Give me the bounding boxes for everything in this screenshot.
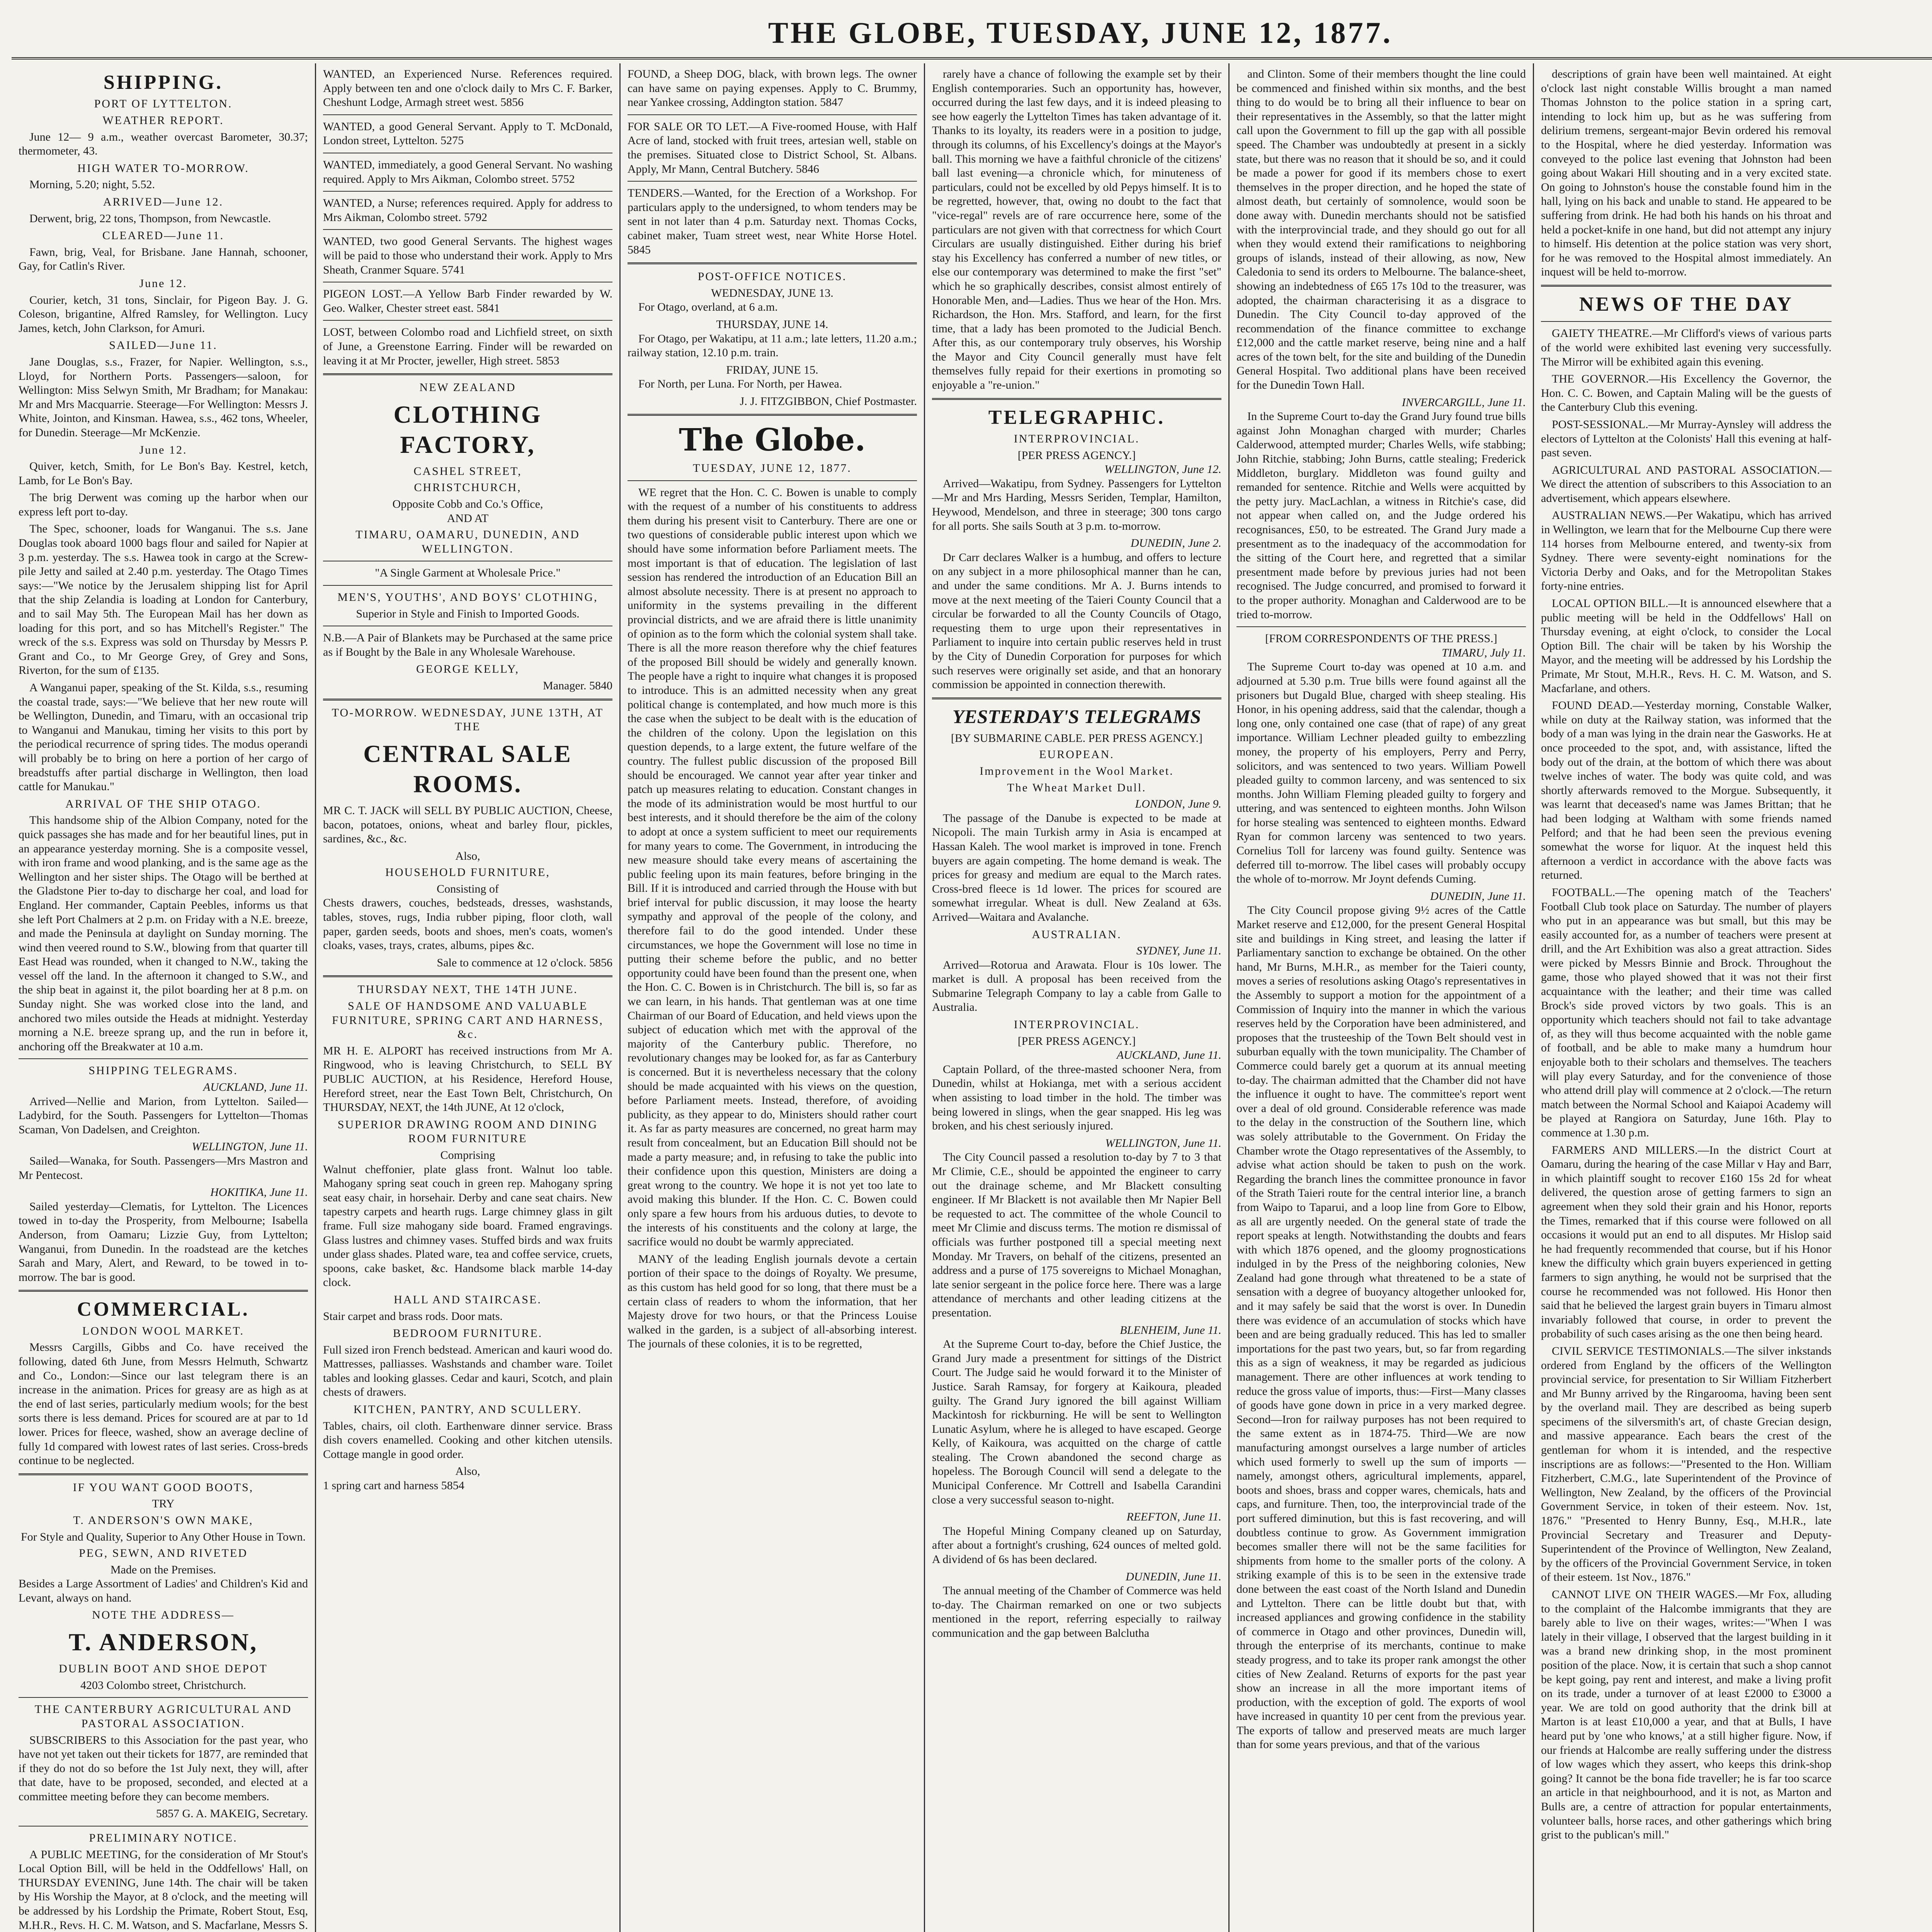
telegram-continued: descriptions of grain have been well maintained. At eight o'clock last night constable Willis brought a man named Thomas Johnston to the police station in a spring cart, intending to lock him up, but as he was suffering from delirium tremens, sergeant-major Bevin ordered his removal to the Hospital, where he died yesterday. Information was conveyed to the police last evening that Johnston had been going about Wakari Hill shouting and in a very excited state. On going to Johnston's house the constable found him in the hall, lying on his back and unable to stand. He appeared to be suffering from drink. He had both his hands on his throat and held a pocket-knife in one hand, but did not attempt any injury to himself. His detention at the police station was very short, for he was removed to the Hospital almost immediately. An inquest will be held to-morrow. [1541, 68, 1832, 279]
news-item: CIVIL SERVICE TESTIMONIALS.—The silver inkstands ordered from England by the officers of the Wellington provincial service, for presentation to Sir William Fitzherbert and Mr Bunny arrived by the Ringarooma, having been sent by the overland mail. They are described as being superb specimens of the silversmith's art, of chaste Grecian design, and massive appearance. Each bears the crest of the gentleman for whom it is intended, and the respective inscriptions are as follows:—"Presented to the Hon. William Fitzherbert, C.M.G., late Superintendent of the Province of Wellington, New Zealand, by the officers of the Provincial Government Service, in token of their esteem. Nov. 1st, 1876." "Presented to Henry Bunny, Esq., M.H.R., late Provincial Secretary and Treasurer and Deputy-Superintendent of the Province of Wellington, New Zealand, by the officers of the Provincial Government Service, in token of their esteem. 1st Nov., 1876." [1541, 1344, 1832, 1584]
ad-line: Stair carpet and brass rods. Door mats. [323, 1310, 503, 1323]
otago-paragraph: This handsome ship of the Albion Company, noted for the quick passages she has made and for her beautiful lines, put in an appearance yesterday morning. She is a composite vessel, with iron frame and wood planking, and is the same age as the Wellington and her sister ships. The Otago will be berthed at the Gladstone Pier to-day to discharge her coal, and load for England. Her commander, Captain Peebles, informs us that she left Port Chalmers at 2 p.m. on Friday with a N.E. breeze, and made the Peninsula at daylight on Sunday morning. The wind then veered round to S.W., blowing from that quarter till East Head was rounded, when it changed to N.W., taking the vessel off the land. In the afternoon it changed to S.W., and the ship beat in against it, the pilot boarding her at 8 p.m. on Sunday night. She was worked close into the land, and anchored two miles outside the Heads at midnight. Yesterday morning a N.E. breeze sprang up, and the run in before it, anchoring off the Breakwater at 10 a.m. [19, 814, 308, 1053]
classified-ad: LOST, between Colombo road and Lichfield street, on sixth of June, a Greenstone Earring. Finder will be rewarded on leaving it at Mr Procter, jeweller, High street. 5853 [323, 326, 612, 367]
divider [628, 114, 917, 115]
ad-line: TRY [152, 1497, 175, 1510]
dateline: DUNEDIN, June 11. [1430, 889, 1526, 903]
divider [628, 181, 917, 182]
column-2 [316, 63, 621, 1932]
ad-line: 1 spring cart and harness 5854 [323, 1479, 464, 1492]
dateline: SYDNEY, June 11. [1136, 944, 1221, 957]
australian-heading: AUSTRALIAN. [1032, 928, 1122, 941]
ad-line: HOUSEHOLD FURNITURE, [385, 866, 550, 879]
dateline: AUCKLAND, June 11. [203, 1081, 308, 1094]
ad-name: T. ANDERSON, [68, 1628, 258, 1656]
association-text: SUBSCRIBERS to this Association for the past year, who have not yet taken out their tickets for 1877, are reminded that if they do not do so before the 1st July next, they will, after that date, have to be proposed, seconded, and elected at a committee meeting before they can become members. [19, 1733, 308, 1803]
ad-line: PEG, SEWN, AND RIVETED [79, 1547, 248, 1560]
port-heading: PORT OF LYTTELTON. [94, 97, 233, 111]
postmaster-signature: J. J. FITZGIBBON, Chief Postmaster. [740, 395, 917, 408]
high-water-heading: HIGH WATER TO-MORROW. [77, 162, 249, 175]
classifieds [628, 67, 917, 257]
wool-improvement-heading: Improvement in the Wool Market. [980, 764, 1174, 777]
editorial-education: WE regret that the Hon. C. C. Bowen is unable to comply with the request of a number of his constituents to address them during his present visit to Canterbury. There are one or two questions of considerable public interest upon which we should have some information before Parliament meets. The most important is that of education. The legislation of last session has rendered the introduction of an Education Bill an almost absolute necessity. There is at present no approach to uniformity in the systems prevailing in the different provincial districts, and we are afraid there is little unanimity of opinion as to the form which the colonial system shall take. There is all the more reason therefore why the chief features of the proposed Bill should be widely and generally known. The people have a right to inquire what changes it is proposed to introduce. This is an admitted necessity when any great political change is contemplated, and how much more is this the case when the subject to be dealt with is the education of the children of the colony. Upon the legislation on this question depends, to a large extent, the future welfare of the country. The fullest public discussion of the proposed Bill should be encouraged. We cannot year after year tinker and patch up measures relating to education. Constant changes in the mode of its administration would be most hurtful to our best interests, and it should therefore be the aim of the colony to adopt at once a system sufficient to meet our requirements for many years to come. The Government, in introducing the new measure should take every means of ascertaining the public feeling upon its main features, before bringing in the Bill. If it is introduced and carried through the House with but brief interval for public discussion, it may loose the hearty sympathy and approval of the people of the colony, and therefore fail to do the good intended. Under these circumstances, we hope the Government will lose no time in putting their scheme before the public, and no better opportunity could have been found than the present one, when the Hon. C. C. Bowen is in Christchurch. The bill is, so far as we can learn, in his hands. That gentleman was at one time Chairman of our Board of Education, and held views upon the subject of education which met with the approval of the majority of the Canterbury public. Therefore, no revolutionary changes may be looked for, as far as Canterbury is concerned. But it is nevertheless necessary that the colony should be made acquainted with his views on the question, before Parliament meets. Instead, therefore, of avoiding publicity, as they appear to do, Ministers should rather court it. As far as party measures are concerned, no great harm may result from concealment, but an Education Bill should not be made a party measure; and, in refusing to take the public into their confidence upon this question, Ministers are doing a great wrong to the country. We hope it is not yet too late to avoid making this blunder. If the Hon. C. C. Bowen could only spare a few hours from his arduous duties, to devote to the interests of his constituents and the colony at large, the sacrifice would no doubt be warmly appreciated. [628, 486, 917, 1248]
ad-line: NOTE THE ADDRESS— [92, 1609, 235, 1622]
telegraphic-heading: TELEGRAPHIC. [988, 406, 1165, 429]
dateline: TIMARU, July 11. [1442, 646, 1526, 659]
ad-line: N.B.—A Pair of Blankets may be Purchased at the same price as if Bought by the Bale in any Wholesale Warehouse. [323, 631, 612, 658]
telegram-text: The Supreme Court to-day was opened at 10 a.m. and adjourned at 5.30 p.m. True bills were found against all the prisoners but Dugald Blue, charged with sheep stealing. His Honor, in his opening address, said that the calendar, though a long one, only contained one case (that of rape) of any great importance. William Lechner pleaded guilty to embezzling money, the property of his employers, Perry and Perry, solicitors, and was sentenced to two years. William Powell pleaded guilty to common larceny, and was sentenced to six months. John William Fleming pleaded guilty to forgery and uttering, and was sentenced to eighteen months. John Wilson for horse stealing was sentenced to eighteen months. Edward Ryan for common larceny was sentenced to two years. Cornelius Toll for larceny was found guilty. Sentence was deferred till to-morrow. The libel cases will probably occupy the whole of to-morrow. Mr Joynt defends Cuming. [1236, 660, 1526, 886]
telegram-text: Arrived—Wakatipu, from Sydney. Passengers for Lyttelton—Mr and Mrs Harding, Messrs Seriden, Templar, Hamilton, Heywood, Mendelson, and three in steerage; 300 tons cargo for all ports. She sails South at 3 p.m. to-morrow. [932, 477, 1221, 532]
post-date: THURSDAY, JUNE 14. [716, 318, 828, 331]
divider [932, 697, 1221, 699]
classified-ad: WANTED, two good General Servants. The highest wages will be paid to those who understand their work. Apply to Mrs Sheath, Cranmer Square. 5741 [323, 235, 612, 276]
masthead: THE GLOBE, TUESDAY, JUNE 12, 1877. [12, 15, 1932, 60]
dateline: WELLINGTON, June 11. [192, 1140, 308, 1153]
divider [323, 114, 612, 115]
wool-market-text: Messrs Cargills, Gibbs and Co. have received the following, dated 6th June, from Messrs Helmuth, Schwartz and Co., London:—Since our last telegram there is an increase in the animation. Prices for greasy are as high as at the end of last series, particularly medium wools; for the best sorts there is less demand. Prices for scoured are at par to 1d lower. Prices for fleece, washed, show an average decline of fully 1d compared with lowest rates of last series. Cross-breds continue to be neglected. [19, 1341, 308, 1467]
divider [323, 373, 612, 375]
ad-line: Manager. 5840 [543, 679, 612, 692]
ad-line: CHRISTCHURCH, [414, 481, 522, 494]
date-june-12: June 12. [139, 277, 187, 290]
telegram-text: The Hopeful Mining Company cleaned up on Saturday, after about a fortnight's crushing, 624 ounces of melted gold. A dividend of 6s has been declared. [932, 1524, 1221, 1566]
post-text: For Otago, overland, at 6 a.m. [638, 301, 778, 314]
weather-heading: WEATHER REPORT. [102, 114, 224, 127]
boots-advertisement [19, 1481, 308, 1693]
dateline: WELLINGTON, June 12. [1104, 463, 1221, 476]
ad-line: Chests drawers, couches, bedsteads, dresses, washstands, tables, stoves, rugs, India rubber piping, floor cloth, wall paper, garden seeds, boots and shoes, men's coats, women's cloaks, vases, trays, crates, albums, pipes &c. [323, 896, 612, 952]
ad-line: GEORGE KELLY, [416, 663, 520, 676]
ad-line: CASHEL STREET, [413, 464, 522, 478]
divider [628, 414, 917, 416]
correspondents-note: [FROM CORRESPONDENTS OF THE PRESS.] [1265, 632, 1497, 645]
dateline: INVERCARGILL, June 11. [1401, 396, 1526, 409]
ad-line: Walnut cheffonier, plate glass front. Walnut loo table. Mahogany spring seat couch in green rep. Mahogany spring seat easy chair, in horsehair. Derby and cane seat chairs. New tapestry carpets and hearth rugs. Large chimney glass in gilt frame. Full size mahogany side board. Framed engravings. Glass lustres and chimney vases. Stuffed birds and wax fruits under glass shades. Plated ware, tea and coffee service, cruets, spoons, cake basket, &c. Handsome black marble 14-day clock. [323, 1163, 612, 1289]
ad-line: SUPERIOR DRAWING ROOM AND DINING ROOM FURNITURE [337, 1118, 598, 1145]
ad-line: Also, [455, 849, 480, 862]
classified-ad: FOR SALE OR TO LET.—A Five-roomed House, with Half Acre of land, stocked with fruit trees, artesian well, stable on the premises. Situated close to District School, St. Albans. Apply, Mr Mann, Central Butchery. 5846 [628, 120, 917, 175]
column-5 [1230, 63, 1534, 1932]
column-1 [12, 63, 316, 1932]
news-item: LOCAL OPTION BILL.—It is announced elsewhere that a public meeting will be held in the Oddfellows' Hall on Thursday evening, at eight o'clock, to consider the Local Option Bill. The chair will be taken by his Worship the Mayor, and the meeting will be addressed by his Lordship the Primate, Mr Stout, M.H.R., Revs. H. C. M. Watson, and S. Macfarlane, and others. [1541, 597, 1832, 695]
globe-nameplate: The Globe. [679, 422, 866, 458]
shipping-heading: SHIPPING. [103, 71, 223, 94]
ad-line: MR H. E. ALPORT has received instructions from Mr A. Ringwood, who is leaving Christchurch, to SELL BY PUBLIC AUCTION, at his Residence, Hereford House, Hereford street, near the East Town Belt, Christchurch, On THURSDAY, NEXT, the 14th JUNE, At 12 o'clock, [323, 1044, 612, 1114]
ad-line: THURSDAY NEXT, THE 14TH JUNE. [357, 983, 578, 996]
high-water-text: Morning, 5.20; night, 5.52. [29, 178, 155, 191]
weather-text: June 12— 9 a.m., weather overcast Barometer, 30.37; thermometer, 43. [19, 130, 308, 158]
news-item: FOOTBALL.—The opening match of the Teachers' Football Club took place on Saturday. The number of players who put in an appearance was but small, but this may be easily accounted for, as a number of teachers were present at drill, and the Art Exhibition was also a great attraction. Sides were picked by Messrs Binnie and Brock. Throughout the game, those who played showed that it was not their first acquaintance with the leather; and their time was called Brock's side proved victors by two goals. This is an opportunity which teachers should not fail to take advantage of, as they will thus become acquainted with the noble game of football, and be able to make many a humdrum hour enjoyable both to their scholars and themselves. The teachers will play every Saturday, and for the convenience of those who attend drill play will commence at 2 o'clock.—The return match between the Normal School and Kaiapoi Academy will be played at Rangiora on Saturday, June 16th. Play to commence at 1.30 p.m. [1541, 886, 1832, 1139]
sailed-text-2: Quiver, ketch, Smith, for Le Bon's Bay. Kestrel, ketch, Lamb, for Le Bon's Bay. [19, 460, 308, 487]
classified-ad: TENDERS.—Wanted, for the Erection of a Workshop. For particulars apply to the undersigned, to whom tenders may be sent in not later than 4 p.m. Saturday next. Thomas Cocks, cabinet maker, Tuam street west, near White Horse Hotel. 5845 [628, 187, 917, 256]
press-agency-note: [PER PRESS AGENCY.] [1017, 449, 1136, 462]
news-of-the-day-heading: NEWS OF THE DAY [1579, 293, 1794, 315]
divider [323, 229, 612, 230]
arrived-heading: ARRIVED—June 12. [103, 196, 224, 208]
divider [1541, 321, 1832, 322]
divider [628, 480, 917, 481]
ad-line: Superior in Style and Finish to Imported Goods. [356, 607, 580, 620]
date-june-12-b: June 12. [139, 443, 187, 456]
telegram-text: The City Council propose giving 9½ acres of the Cattle Market reserve and £12,000, for the present General Hospital site and buildings in King street, and leasing the latter if Parliamentary sanction to exchange be obtained. On the other hand, Mr Burns, M.H.R., as member for the Taieri county, moves a series of resolutions asking Otago's representatives in the Assembly to support a motion for the appointment of a Commission of Inquiry into the manner in which the various reserves held by the Corporation have been administered, and proposes that the trusteeship of the Town Belt should vest in suburban equally with the town municipality. The Chamber of Commerce could barely get a quorum at its annual meeting to-day. The chairman admitted that the Chamber did not have the influence it ought to have. The committee's report went over a deal of old ground. Considerable reference was made to the delay in the construction of the Southern line, which was solely attributable to the Government. On Friday the Chamber wrote the Otago representatives of the Assembly, to advise what action should be taken to push on the work. Regarding the branch lines the committee pronounce in favor of the Strath Taieri route for the central interior line, a branch from Waipo to Taparui, and a loop line from Gore to Elbow, as all are urgently needed. On the general state of trade the report speaks at length. Notwithstanding the doubts and fears with which 1876 opened, and the gloomy prognostications indulged in by the Press of the neighboring colonies, New Zealand had gone through what threatened to be a state of sensation with a degree of buoyancy altogether unlooked for, and it may safely be said that the worst is over. In Dunedin there was evidence of an accumulation of stocks which have been and are being gradually reduced. This has led to smaller importations for the past two years, but, so far from regarding this as a sign of weakness, it may be regarded as judicious management. There are other influences at work tending to reduce the gross value of imports, thus:—First—Many classes of goods have gone down in price in a very marked degree. Second—Iron for railway purposes has not been required to the same extent as in 1874-75. Third—We are now manufacturing amongst ourselves a large number of articles which used formerly to swell up the sum of imports —namely, amongst others, agricultural implements, apparel, boots and shoes, brass and copper wares, chemicals, hats and caps, and furniture. Then, too, the interprovincial trade of the port suffered diminution, but this is fast recovering, and will doubtless continue to grow. As Government immigration becomes smaller there will not be the same facilities for shipments from home to the smaller ports of the colony. A striking example of this is to be seen in the extensive trade done between the east coast of the North Island and Dunedin and Lyttelton. There can be little doubt but that, with increased appliances and growing confidence in the stability of commerce in Otago and other provinces, Dunedin will, through the enterprise of its merchants, continue to make steady progress, and to take its proper rank amongst the other cities of New Zealand. Returns of exports for the past year show an increase in all the more important items of production, with the exception of gold. The exports of wool have increased in quantity 10 per cent from the previous year. The exports of tallow and preserved meats are much larger than for some years previous, and that of the various [1236, 904, 1526, 1751]
shipping-telegrams-heading: SHIPPING TELEGRAMS. [88, 1064, 238, 1077]
divider [323, 320, 612, 321]
divider [19, 1290, 308, 1292]
brig-paragraph: The brig Derwent was coming up the harbor when our express left port to-day. [19, 491, 308, 518]
ad-line: IF YOU WANT GOOD BOOTS, [73, 1481, 254, 1494]
association-heading: THE CANTERBURY AGRICULTURAL AND PASTORAL ASSOCIATION. [34, 1703, 292, 1730]
otago-heading: ARRIVAL OF THE SHIP OTAGO. [65, 797, 261, 810]
classified-ad: PIGEON LOST.—A Yellow Barb Finder rewarded by W. Geo. Walker, Chester street east. 5841 [323, 287, 612, 315]
editorial-continued: rarely have a chance of following the example set by their English contemporaries. Such an opportunity has, however, occurred during the last few days, and it is indeed pleasing to see how eagerly the Lyttelton Times has taken advantage of it. Thanks to its loyalty, its readers were in a position to judge, through its columns, of his Excellency's doings at the Mayor's ball. This morning we have a faithful chronicle of the citizens' ball last evening—a chronicle which, for minuteness of particulars, could not be excelled by old Pepys himself. It is to be regretted, however, that, owing no doubt to the fact that "vice-regal" revels are of rare occurrence here, some of the particulars are not given with that correctness for which Court Circulars are usually distinguished. Either during his brief stay his Excellency has conferred a number of new titles, or else our contemporary was determined to make the first "set" which he so graphically describes, consist almost entirely of Honorable Men, and—Ladies. Thus we hear of the Hon. Mrs. Richardson, the Hon. Mrs. Stafford, and learn, for the first time, that a lady has been promoted to the Judicial Bench. After this, as our contemporary truly observes, his Worship the Mayor and City Council generally must have felt themselves fully repaid for their exertions in promoting so enjoyable a "re-union." [932, 68, 1222, 392]
news-item: THE GOVERNOR.—His Excellency the Governor, the Hon. C. C. Bowen, and Captain Maling will be the guests of the Canterbury Club this evening. [1541, 372, 1832, 414]
ad-line: Full sized iron French bedstead. American and kauri wood do. Mattresses, palliasses. Washstands and chamber ware. Toilet tables and looking glasses. Cedar and kauri, Scotch, and plain chests of drawers. [323, 1343, 612, 1399]
interprovincial-heading: INTERPROVINCIAL. [1014, 432, 1140, 446]
post-text: For North, per Luna. For North, per Hawea. [638, 378, 842, 391]
arrived-text: Derwent, brig, 22 tons, Thompson, from Newcastle. [29, 212, 271, 225]
telegram-text: Dr Carr declares Walker is a humbug, and offers to lecture on any subject in a more philosophical manner than he can, and under the same conditions. Mr A. J. Burns intends to move at the next meeting of the Taieri County Council that a circular be forwarded to all the County Councils of Otago, requesting them to urge upon their representatives in Parliament to inquire into certain public reserves held in trust by the City of Dunedin Corporation for purposes for which such reserves were originally set aside, and that an honorary commission be appointed in connection therewith. [932, 551, 1221, 691]
ad-line: BEDROOM FURNITURE. [393, 1327, 543, 1340]
interprovincial-heading-2: INTERPROVINCIAL. [1014, 1018, 1140, 1031]
ad-line: Comprising [440, 1148, 495, 1162]
divider [323, 585, 612, 586]
european-heading: EUROPEAN. [1039, 748, 1114, 761]
divider [932, 398, 1221, 400]
ad-line: Consisting of [437, 882, 499, 895]
divider [19, 1697, 308, 1698]
sailed-text: Jane Douglas, s.s., Frazer, for Napier. Wellington, s.s., Lloyd, for Northern Ports. Passengers—saloon, for Wellington: Miss Selwyn Smith, Mr Bradham; for Manakau: Mr and Mrs Macquarrie. Steerage—For Wellington: Messrs J. White, Jointon, and Kinsman. Hawea, s.s., 462 tons, Wheeler, for Dunedin. Steerage—Mr McKenzie. [19, 355, 308, 439]
wheat-dull-heading: The Wheat Market Dull. [1007, 781, 1146, 794]
dateline: WELLINGTON, June 11. [1105, 1136, 1221, 1150]
column-4 [925, 63, 1230, 1932]
classified-ad: WANTED, immediately, a good General Servant. No washing required. Apply to Mrs Aikman, Colombo street. 5752 [323, 158, 612, 185]
dateline: HOKITIKA, June 11. [210, 1186, 308, 1199]
preliminary-notice-text: A PUBLIC MEETING, for the consideration of Mr Stout's Local Option Bill, will be held in the Oddfellows' Hall, on THURSDAY EVENING, June 14th. The chair will be taken by His Worship the Mayor, at 8 o'clock, and the meeting will be addressed by his Lordship the Primate, Robert Stout, Esq, M.H.R., Revs. H. C. M. Watson, and S. Macfarlane, Messrs S. [19, 1848, 308, 1932]
ad-line: Sale to commence at 12 o'clock. 5856 [437, 956, 612, 969]
news-item: FOUND DEAD.—Yesterday morning, Constable Walker, while on duty at the Railway station, was informed that the body of a man was lying in the drain near the Gasworks. He at once proceeded to the spot, and, with assistance, lifted the body out of the drain, at the bottom of which there was about twelve inches of water. The body was quite cold, and was shortly afterwards removed to the Morgue. Subsequently, it was learnt that deceased's name was James Brittan; that he had been lodging at Waltham with some friends named Pelford; and that he had been seen the previous evening somewhat the worse for liquor. At the inquest held this afternoon a verdict in accordance with the above facts was returned. [1541, 699, 1832, 882]
classified-ad: WANTED, a Nurse; references required. Apply for address to Mrs Aikman, Colombo street. 5792 [323, 197, 612, 224]
ad-line: Made on the Premises. [110, 1563, 216, 1576]
divider [19, 1058, 308, 1059]
classified-ad: WANTED, a good General Servant. Apply to T. McDonald, London street, Lyttelton. 5275 [323, 120, 612, 147]
association-signature: 5857 G. A. MAKEIG, Secretary. [156, 1807, 308, 1820]
telegram-text: The passage of the Danube is expected to be made at Nicopoli. The main Turkish army in Asia is encamped at Hassan Kaleh. The wool market is improved in tone. French buyers are again competing. The home demand is weak. The prices for greasy and medium are equal to the March rates. Cross-bred fleece is 1d lower. The prices for scoured are somewhat irregular. Wheat is dull. New Zealand at 63s. Arrived—Waitara and Avalanche. [932, 811, 1221, 923]
divider [323, 975, 612, 977]
dateline: REEFTON, June 11. [1126, 1510, 1221, 1524]
divider [323, 191, 612, 192]
ad-line: MR C. T. JACK will SELL BY PUBLIC AUCTION, Cheese, bacon, potatoes, onions, wheat and barley flour, pickles, sardines, &c., &c. [323, 804, 612, 845]
ad-line: KITCHEN, PANTRY, AND SCULLERY. [353, 1403, 582, 1416]
ad-line: HALL AND STAIRCASE. [394, 1293, 542, 1306]
telegram-text: Captain Pollard, of the three-masted schooner Nera, from Dunedin, whilst at Hokianga, met with a serious accident when assisting to load timber in the hold. The timber was being lowered in slings, when the gear snapped. His leg was broken, and his chest seriously injured. [932, 1063, 1221, 1133]
divider [628, 262, 917, 264]
editorial-royalty: MANY of the leading English journals devote a certain portion of their space to the doings of Royalty. We presume, as this custom has held good for so long, that there must be a certain class of readers to whom the information, that her Majesty drove for two hours, or that the Princess Louise walked in the garden, is a subject of all-absorbing interest. The journals of these colonies, it is to be regretted, [628, 1252, 917, 1350]
ad-line: "A Single Garment at Wholesale Price." [375, 566, 561, 580]
yesterdays-telegrams-heading: YESTERDAY'S TELEGRAMS [952, 705, 1201, 727]
dateline: LONDON, June 9. [1135, 798, 1221, 811]
post-date: FRIDAY, JUNE 15. [726, 363, 818, 376]
cleared-text: Fawn, brig, Veal, for Brisbane. Jane Hannah, schooner, Gay, for Catlin's River. [19, 245, 308, 273]
telegram-text: The City Council passed a resolution to-day by 7 to 3 that Mr Climie, C.E., should be appointed the engineer to carry out the drainage scheme, and Mr Blackett consulting engineer. If Mr Blackett is not available then Mr Napier Bell be requested to act. The committee of the whole Council to meet Mr Climie and discuss terms. The motion re dismissal of officials was further postponed till a special meeting next Monday. Mr Travers, on behalf of the citizens, presented an address and a purse of 175 sovereigns to Michael Monaghan, late senior sergeant in the police force here. There was a large attendance of merchants and other leading citizens at the presentation. [932, 1151, 1221, 1319]
news-item: POST-SESSIONAL.—Mr Murray-Aynsley will address the electors of Lyttelton at the Colonists' Hall this evening at half-past seven. [1541, 418, 1832, 459]
divider [19, 1473, 308, 1475]
cleared-heading: CLEARED—June 11. [102, 229, 224, 242]
classified-ad: FOUND, a Sheep DOG, black, with brown legs. The owner can have same on paying expenses. Apply to C. Brummy, near Yankee crossing, Addington station. 5847 [628, 68, 917, 109]
wanganui-paragraph: A Wanganui paper, speaking of the St. Kilda, s.s., resuming the coastal trade, says:—"We believe that her new route will be Wellington, Dunedin, and Timaru, with an occasional trip to Wanganui and Manukau, timing her visits to this port by the periodical recurrence of spring tides. The modus operandi will probably be to bring on here a portion of her cargo of breadstuffs after partial discharge in Wellington, then load cattle for Manukau." [19, 681, 308, 793]
divider [19, 1826, 308, 1827]
ad-line: MEN'S, YOUTHS', AND BOYS' CLOTHING, [337, 591, 598, 604]
ad-line: Opposite Cobb and Co.'s Office, [392, 498, 543, 511]
news-item: GAIETY THEATRE.—Mr Clifford's views of various parts of the world were exhibited last evening very successfully. The Mirror will be exhibited again this evening. [1541, 327, 1832, 368]
ad-line: 4203 Colombo street, Christchurch. [80, 1679, 247, 1692]
news-item: AGRICULTURAL AND PASTORAL ASSOCIATION.—We direct the attention of subscribers to this Association to an advertisement, which appears elsewhere. [1541, 463, 1832, 505]
telegram-text: Sailed yesterday—Clematis, for Lyttelton. The Licences towed in to-day the Prosperity, from Melbourne; Isabella Anderson, from Oamaru; Lizzie Guy, from Lyttelton; Wanganui, from Dunedin. In the roadstead are the ketches Sarah and Mary, Alert, and Reward, to be towed in to-morrow. The bar is good. [19, 1200, 308, 1284]
telegram-text: Arrived—Nellie and Marion, from Lyttelton. Sailed—Ladybird, for the South. Passengers for Lyttelton—Thomas Scaman, Von Dadelsen, and Creighton. [19, 1095, 308, 1136]
news-item: AUSTRALIAN NEWS.—Per Wakatipu, which has arrived in Wellington, we learn that for the Melbourne Cup there were 114 horses from Melbourne entered, and twenty-six from Sydney. There were seventy-eight nominations for the Victoria Derby and Oaks, and for the Metropolitan Stakes forty-nine entries. [1541, 509, 1832, 593]
divider [1236, 626, 1526, 627]
ad-line: TIMARU, OAMARU, DUNEDIN, AND WELLINGTON. [355, 528, 580, 555]
post-office-heading: POST-OFFICE NOTICES. [697, 270, 847, 283]
telegram-text: Sailed—Wanaka, for South. Passengers—Mrs Mastron and Mr Pentecost. [19, 1155, 308, 1182]
press-agency-note: [PER PRESS AGENCY.] [1017, 1034, 1136, 1048]
telegram-text: Arrived—Rotorua and Arawata. Flour is 10s lower. The market is dull. A proposal has been received from the Submarine Telegraph Company to lay a cable from Galle to Australia. [932, 958, 1221, 1014]
ad-line: Also, [455, 1465, 480, 1478]
dateline: DUNEDIN, June 11. [1126, 1570, 1221, 1583]
telegram-continued: and Clinton. Some of their members thought the line could be commenced and finished within six months, and the best thing to do would be to bring all their influence to bear on their representatives in the Assembly, so that the latter might call upon the Government to fill up the gap with all possible speed. The Chamber was undoubtedly at present in a sickly state, but there was no reason that it should be so, and it could be made a power for good if its members chose to exert themselves in the proper direction, and he hoped the state of almost death, but certainly of somnolence, would soon be done away with. Dunedin merchants should not be satisfied with the interprovincial trade, and they should go out for all when they would extend their ramifications to neighboring groups of islands, instead of their allowing, as now, New Caledonia to send its orders to Melbourne. The balance-sheet, showing an indebtedness of £65 17s 10d to the treasurer, was adopted, the chairman characterising it as a disgrace to Dunedin. The City Council to-day approved of the recommendation of the finance committee to exchange £12,000 and the cattle market reserve, being nine and a half acres of the town belt, for the site and building of the Dunedin General Hospital. Two additional plans have been received for the Dunedin Town Hall. [1236, 68, 1526, 392]
shipping-news-paragraph: The Spec, schooner, loads for Wanganui. The s.s. Jane Douglas took aboard 1000 bags flour and sailed for Napier at 3 p.m. yesterday. The s.s. Hawea took in cargo at the Screw-pile Jetty and sailed at 2.40 p.m. yesterday. The Otago Times says:—"We notice by the Jerusalem shipping list for April that the ship Zelandia is loading at London for Canterbury, and to sail May 5th. The European Mail has her down as loading for this port, and so has Mitchell's Register." The wreck of the s.s. Express was sold on Thursday by Messrs P. Grant and Co., to Mr George Grey, of Grey and Sons, Riverton, for the sum of £135. [19, 522, 308, 677]
ad-line: AND AT [447, 512, 489, 525]
telegram-text: In the Supreme Court to-day the Grand Jury found true bills against John Monaghan charged with murder; Charles Calderwood, attempted murder; Charles Wells, wife stabbing; John Ritchie, stabbing; John Burns, cattle stealing; Frederick Middleton, burglary. Middleton was found guilty and remanded for sentence. Ritchie and Wells were acquitted by the petty jury. MacLachlan, a witness in Ritchie's case, did not appear when called on, and the Judge ordered his recognisances, £50, to be estreated. The Grand Jury made a presentment as to the inadequacy of the accommodation for the sitting of the Court here, and regretted that a similar presentment made before by previous juries had not been recognised. The Judge concurred, and promised to forward it to the proper authority. Monaghan and Calderwood are to be tried to-morrow. [1236, 410, 1526, 621]
news-item: FARMERS AND MILLERS.—In the district Court at Oamaru, during the hearing of the case Millar v Hay and Barr, in which plaintiff sought to recover £160 15s 2d for wheat delivered, the question arose of getting farmers to sign an agreement when they sold their grain and his Honor, reports the Times, remarked that if this course were followed on all occasions it would put an end to all disputes. Mr Hislop said he had frequently recommended that course, but if his Honor knew the difficulty which grain buyers experienced in getting farmers to sign anything, he would not be surprised that the course he recommended was not followed. His Honor then said that he believed the largest grain buyers in Timaru almost invariably followed that course, in order to prevent the probability of such cases arising as the one then being heard. [1541, 1143, 1832, 1340]
divider [323, 699, 612, 701]
ad-name: CLOTHING FACTORY, [393, 400, 542, 458]
dateline: DUNEDIN, June 2. [1131, 537, 1221, 550]
post-text: For Otago, per Wakatipu, at 11 a.m.; late letters, 11.20 a.m.; railway station, 12.10 p.m. train. [628, 332, 917, 359]
submarine-cable-note: [BY SUBMARINE CABLE. PER PRESS AGENCY.] [951, 731, 1202, 745]
telegram-text: At the Supreme Court to-day, before the Chief Justice, the Grand Jury made a presentment for sittings of the District Court. The Judge said he would forward it to the Minister of Justice. Sarah Ramsay, for forgery at Kaikoura, pleaded guilty. The Grand Jury ignored the bill against William Mackintosh for rickburning. He will be sent to Wellington Lunatic Asylum, where he is alleged to have escaped. George Kelly, of Kaikoura, was acquitted on the charge of cattle stealing. The Crown abandoned the second charge as hopeless. The Borough Council will send a delegate to the Municipal Conference. Mr Cottrell and Isabella Carandini close a very successful season to-night. [932, 1338, 1221, 1506]
ad-name: CENTRAL SALE ROOMS. [363, 740, 572, 798]
column-6 [1534, 63, 1838, 1932]
post-date: WEDNESDAY, JUNE 13. [711, 286, 833, 299]
classified-ad: WANTED, an Experienced Nurse. References required. Apply between ten and one o'clock daily to Mrs C. F. Barker, Cheshunt Lodge, Armagh street west. 5856 [323, 68, 612, 109]
ad-line: For Style and Quality, Superior to Any Other House in Town. [20, 1530, 306, 1543]
ad-line: Tables, chairs, oil cloth. Earthenware dinner service. Brass dish covers enamelled. Cooking and other kitchen utensils. Cottage mangle in good order. [323, 1419, 612, 1461]
sailed-heading: SAILED—June 11. [109, 339, 218, 352]
dateline: BLENHEIM, June 11. [1120, 1323, 1221, 1337]
ad-line: NEW ZEALAND [419, 381, 516, 394]
divider [1541, 285, 1832, 287]
columns [12, 63, 1932, 1932]
column-3 [621, 63, 925, 1932]
news-item: CANNOT LIVE ON THEIR WAGES.—Mr Fox, alluding to the complaint of the Halcombe immigrants that they are barely able to live on their wages, writes:—"When I was lately in their village, I observed that the largest building in it was a brand new drinking shop, in the most prominent position of the place. Now, it is certain that such a shop cannot be kept going, pay rent and interest, and make a living profit on its trade, under a turnover of at least £2000 to £3000 a year. We are told on good authority that the drink bill at Marton is at least £10,000 a year, and that at Bulls, I have heard put by 'one who knows,' at a still higher figure. Now, if our friends at Halcombe are really suffering under the distress of low wages which they assert, who keeps this drink-shop going? It cannot be the bona fide traveller; he is far too scarce an article in that neighbourhood, and it is not, as Marton and Bulls are, a centre of attraction for popular entertainments, volunteer balls, horse races, and other gatherings which bring grist to the publican's mill." [1541, 1588, 1832, 1842]
telegram-text: The annual meeting of the Chamber of Commerce was held to-day. The Chairman remarked on one or two subjects mentioned in the report, referring especially to railway communication and the gap between Balclutha [932, 1584, 1221, 1639]
commercial-heading: COMMERCIAL. [77, 1298, 250, 1321]
ad-line: T. ANDERSON'S OWN MAKE, [73, 1514, 253, 1527]
cleared-text-2: Courier, ketch, 31 tons, Sinclair, for Pigeon Bay. J. G. Coleson, brigantine, Alfred Ramsley, for Wellington. Lucy James, ketch, John Clarkson, for Amuri. [19, 293, 308, 335]
dateline: AUCKLAND, June 11. [1116, 1049, 1221, 1062]
ad-line: SALE OF HANDSOME AND VALUABLE FURNITURE, SPRING CART AND HARNESS, &c. [332, 1000, 604, 1041]
wool-market-heading: LONDON WOOL MARKET. [82, 1324, 244, 1337]
ad-line: TO-MORROW. WEDNESDAY, JUNE 13TH, AT THE [332, 706, 604, 733]
ad-line: Besides a Large Assortment of Ladies' and Children's Kid and Levant, always on hand. [19, 1577, 308, 1604]
preliminary-notice-heading: PRELIMINARY NOTICE. [89, 1832, 238, 1845]
ad-line: DUBLIN BOOT AND SHOE DEPOT [59, 1662, 268, 1675]
editorial-date: TUESDAY, JUNE 12, 1877. [693, 462, 852, 475]
